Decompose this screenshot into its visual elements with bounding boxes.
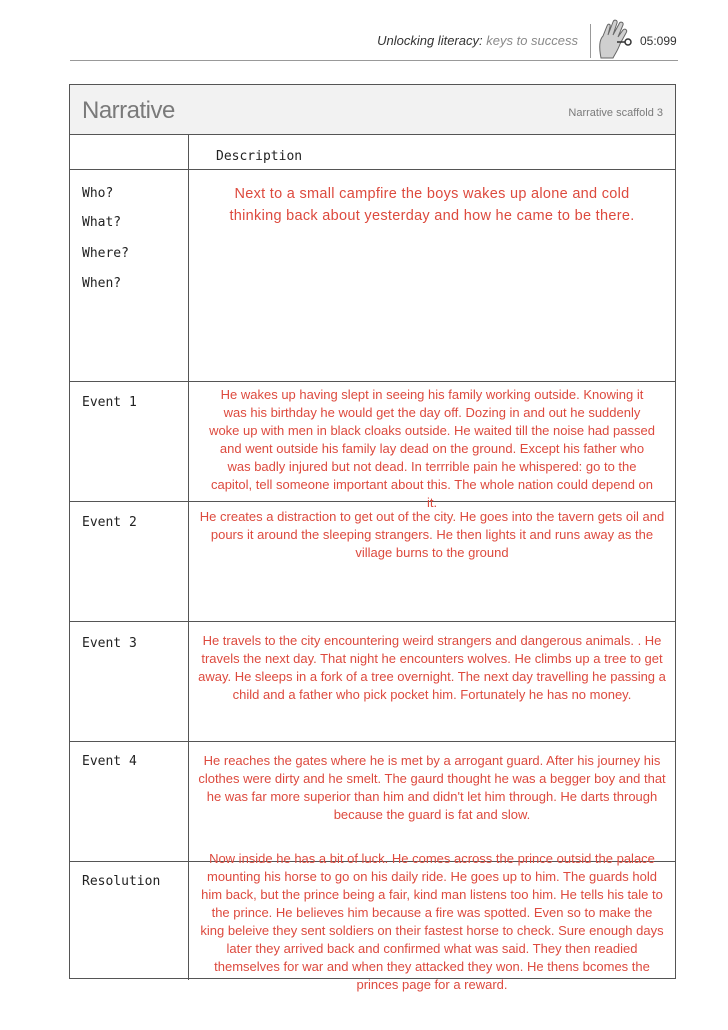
page-header: [0, 0, 728, 60]
scaffold-label: Narrative scaffold 3: [568, 107, 663, 119]
header-title: [377, 33, 578, 48]
event-4-label: Event 4: [82, 754, 137, 769]
column-divider: [188, 135, 189, 980]
resolution-label: Resolution: [82, 874, 161, 889]
event-1-row: [70, 382, 675, 510]
orientation-text: Next to a small campfire the boys wakes up alone and cold thinking back about yesterday and how he came to be there.: [229, 186, 635, 224]
when-label: When?: [82, 276, 122, 291]
event-3-label: Event 3: [82, 636, 137, 651]
event-1-text: He wakes up having slept in seeing his family working outside. Knowing it was his birthday he would get the day off. Dozing in and out he suddenly woke up with men in black cloaks outside. He waited till the noise had passed and went outside his family lay dead on the ground. Except his father who was badly injured but not dead. In terrrible pain he whispered: go to the capitol, tell someone important about this. The whole nation could depend on it.: [209, 387, 655, 510]
header-title-main: Unlocking literacy:: [377, 33, 483, 48]
resolution-row: [70, 851, 675, 992]
resolution-text: Now inside he has a bit of luck. He comes across the prince outsid the palace mounting his horse to go on his daily ride. He goes up to him. The guards hold him back, but the prince being a fair, kind man listens too him. He tells his tale to the prince. He believes him because a fire was spotted. Even so to make the king beleive they sent soldiers on their fastest horse to check. Sure enough days later they arrived back and confirmed what was said. They then readied themselves for war and when they attacked they won. He thens bcomes the princes page for a reward.: [200, 851, 664, 992]
where-label: Where?: [82, 246, 129, 261]
hand-key-icon: [593, 18, 635, 62]
event-2-label: Event 2: [82, 515, 137, 530]
event-4-row: [70, 742, 675, 862]
header-rule: [70, 60, 678, 61]
event-3-text: He travels to the city encountering weird strangers and dangerous animals. . He travels the next day. That night he encounters wolves. He climbs up a tree to get away. He sleeps in a fork of a tree overnight. The next day travelling he passing a child and a father who pick pocket him. Fortunately he has no money.: [198, 633, 666, 702]
event-4-text: He reaches the gates where he is met by a arrogant guard. After his journey his clothes were dirty and he smelt. The gaurd thought he was a begger boy and that he was far more superior than him and didn't let him through. He darts through because the guard is fat and slow.: [198, 753, 666, 822]
resource-code: 05:099: [640, 34, 677, 48]
narrative-scaffold-table: [69, 84, 676, 992]
title-row: [70, 85, 675, 135]
event-1-label: Event 1: [82, 395, 137, 410]
event-2-row: [70, 502, 675, 622]
event-3-row: [70, 622, 675, 742]
description-heading-row: [70, 135, 675, 170]
header-title-sub: keys to success: [486, 33, 578, 48]
who-label: Who?: [82, 186, 114, 201]
what-label: What?: [82, 215, 122, 230]
orientation-row: [70, 170, 675, 382]
event-2-text: He creates a distraction to get out of the city. He goes into the tavern gets oil and pours it around the sleeping strangers. He then lights it and runs away as the village burns to the ground: [199, 509, 665, 560]
description-heading: Description: [216, 149, 303, 164]
worksheet-title: Narrative: [82, 97, 175, 124]
header-divider: [590, 24, 591, 58]
